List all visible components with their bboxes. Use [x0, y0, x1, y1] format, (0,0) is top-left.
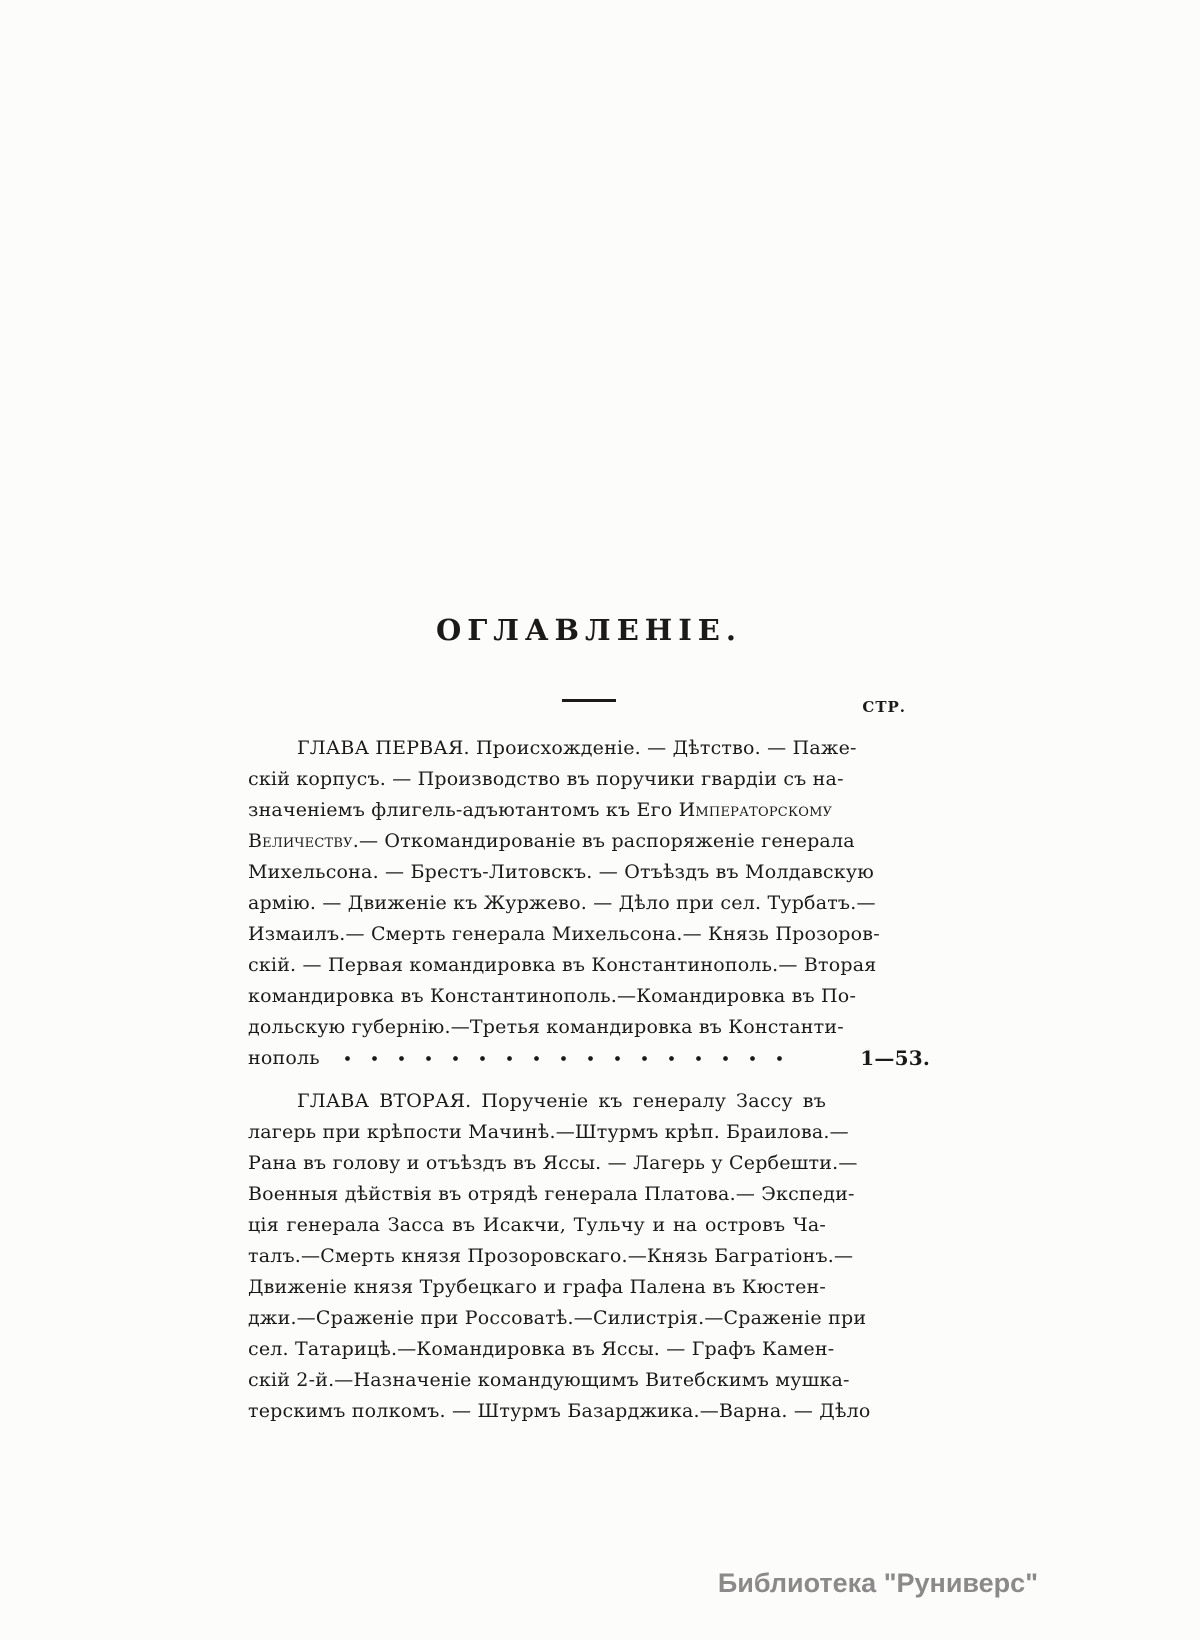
toc-line — [248, 1396, 871, 1427]
toc-line-with-leader — [248, 1043, 930, 1074]
toc-line — [248, 1210, 826, 1241]
toc-line — [248, 1365, 850, 1396]
toc-line-text: ГЛАВА ВТОРАЯ. Порученіе къ генералу Зассу въ — [297, 1090, 826, 1112]
small-caps-text: Императорскому — [678, 799, 833, 821]
page-title: ОГЛАВЛЕНІЕ. — [436, 613, 742, 647]
toc-line-text: скій 2-й.—Назначеніе командующимъ Витебскимъ мушка- — [248, 1369, 850, 1391]
toc-line-text: скій корпусъ. — Производство въ поручики гвардіи съ на- — [248, 768, 844, 790]
toc-line — [248, 1241, 854, 1272]
toc-line — [248, 1086, 826, 1117]
toc-line-text: скій. — Первая командировка въ Константинополь.— Вторая — [248, 954, 877, 976]
toc-line — [248, 1148, 858, 1179]
toc-line — [248, 1272, 826, 1303]
toc-line — [248, 733, 857, 764]
toc-line — [248, 950, 877, 981]
title-divider-rule — [562, 699, 616, 702]
toc-line-text: Военныя дѣйствія въ отрядѣ генерала Платова.— Экспеди- — [248, 1183, 855, 1205]
toc-line — [248, 1117, 849, 1148]
toc-line-text: Движеніе князя Трубецкаго и графа Палена въ Кюстен- — [248, 1276, 826, 1298]
toc-line — [248, 826, 855, 857]
toc-line-text: значеніемъ флигель-адъютантомъ къ Его — [248, 799, 679, 821]
toc-line — [248, 981, 857, 1012]
small-caps-text: Величеству — [248, 830, 353, 852]
toc-line-text: командировка въ Константинополь.—Командировка въ По- — [248, 985, 857, 1007]
toc-chapter-entry — [248, 733, 930, 1074]
toc-line — [248, 1012, 844, 1043]
toc-line — [248, 1303, 867, 1334]
toc-line-text: нополь — [248, 1047, 320, 1069]
toc-line-text: армію. — Движеніе къ Журжево. — Дѣло при сел. Турбатъ.— — [248, 892, 876, 914]
toc-line — [248, 857, 874, 888]
page-range: 1—53. — [860, 1046, 930, 1070]
toc-line-text: джи.—Сраженіе при Россоватѣ.—Силистрія.—Сраженіе при — [248, 1307, 867, 1329]
toc-chapter-entry — [248, 1086, 871, 1427]
toc-line-text: лагерь при крѣпости Мачинѣ.—Штурмъ крѣп. Браилова.— — [248, 1121, 849, 1143]
text-block — [248, 0, 930, 1640]
toc-line — [248, 1179, 855, 1210]
toc-chapters — [248, 733, 930, 1427]
toc-line-text: Михельсона. — Брестъ-Литовскъ. — Отъѣздъ въ Молдавскую — [248, 861, 874, 883]
toc-line — [248, 888, 876, 919]
page-column-header: СТР. — [862, 698, 906, 716]
dot-leader — [334, 1043, 804, 1074]
toc-line-text: терскимъ полкомъ. — Штурмъ Базарджика.—Варна. — Дѣло — [248, 1400, 871, 1422]
watermark: Библиотека "Руниверс" — [717, 1568, 1038, 1598]
toc-line — [248, 919, 880, 950]
toc-line-text: талъ.—Смерть князя Прозоровскаго.—Князь Багратіонъ.— — [248, 1245, 854, 1267]
toc-line — [248, 1334, 835, 1365]
toc-line-text: .— Откомандированіе въ распоряженіе генерала — [352, 830, 855, 852]
toc-line-text: Рана въ голову и отъѣздъ въ Яссы. — Лагерь у Сербешти.— — [248, 1152, 858, 1174]
toc-line-text: сел. Татарицѣ.—Командировка въ Яссы. — Графъ Камен- — [248, 1338, 835, 1360]
toc-line — [248, 764, 844, 795]
toc-line-text: ГЛАВА ПЕРВАЯ. Происхожденіе. — Дѣтство. — Паже- — [297, 737, 857, 759]
toc-line-text: Измаилъ.— Смерть генерала Михельсона.— Князь Прозоров- — [248, 923, 880, 945]
toc-line — [248, 795, 833, 826]
toc-line-text: дольскую губернію.—Третья командировка въ Константи- — [248, 1016, 844, 1038]
toc-line-text: ція генерала Засса въ Исакчи, Тульчу и на островъ Ча- — [248, 1214, 826, 1236]
